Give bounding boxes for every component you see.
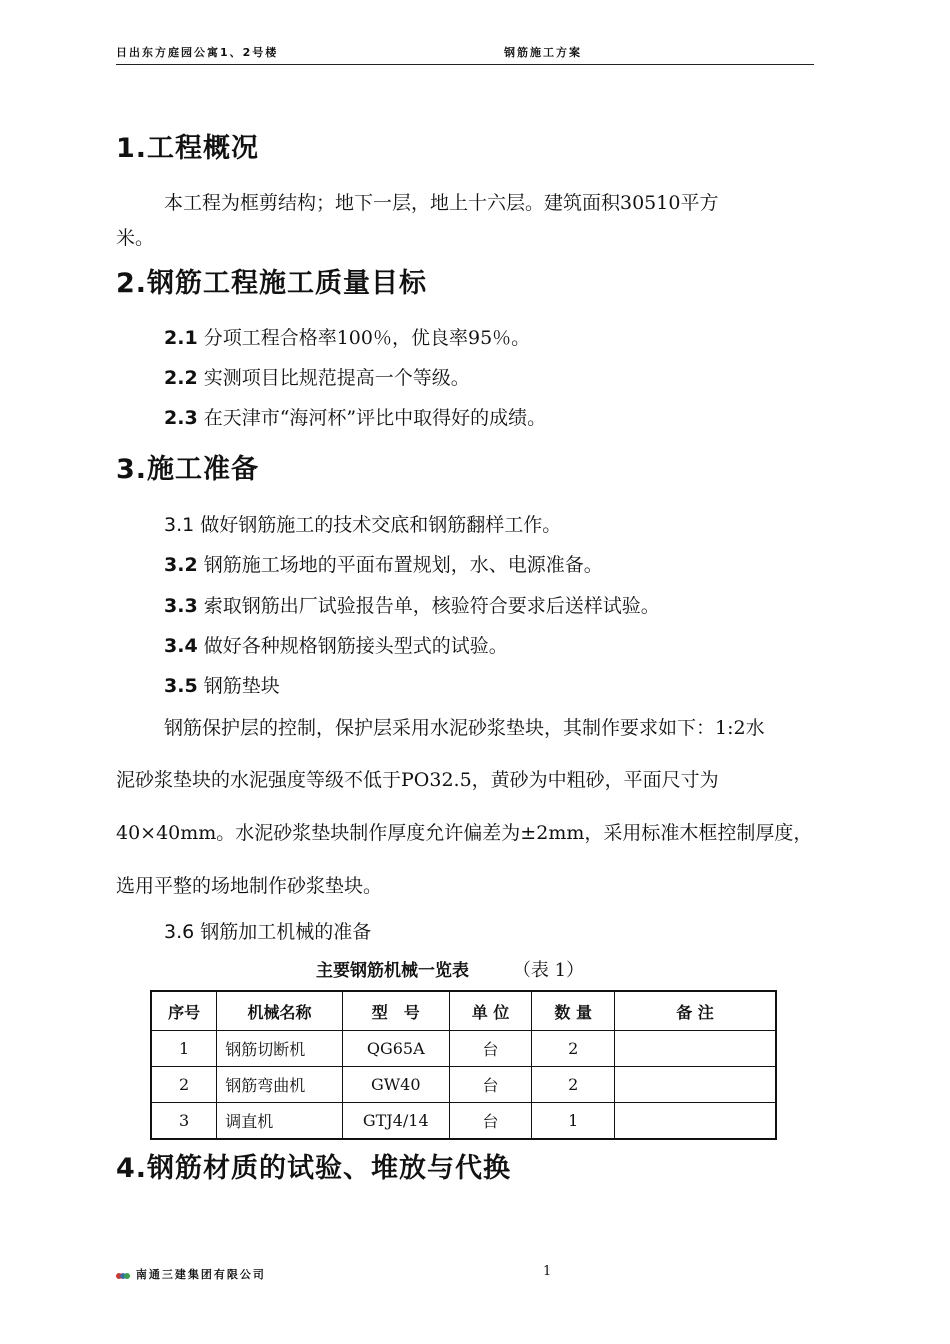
- cell-model: GTJ4/14: [342, 1103, 449, 1140]
- page-footer: [116, 1266, 266, 1282]
- section-1-line-1: 本工程为框剪结构；地下一层，地上十六层。建筑面积30510平方: [164, 192, 719, 214]
- prep-item-3-3: [164, 591, 660, 618]
- spacer-paragraph-line-1: 钢筋保护层的控制，保护层采用水泥砂浆垫块，其制作要求如下：1:2水: [164, 717, 765, 739]
- table-row: [151, 1031, 776, 1067]
- prep-item-text: 钢筋加工机械的准备: [200, 921, 372, 943]
- goal-item-text: 在天津市“海河杯”评比中取得好的成绩。: [203, 407, 547, 429]
- cell-model: QG65A: [342, 1031, 449, 1067]
- prep-item-number: 3.6: [164, 921, 195, 943]
- cell-unit: 台: [449, 1103, 532, 1140]
- cell-unit: 台: [449, 1067, 532, 1103]
- goal-item-number: 2.3: [164, 407, 198, 429]
- goal-item-number: 2.1: [164, 327, 198, 349]
- header-cell-quantity: 数 量: [532, 991, 615, 1031]
- prep-item-text: 做好各种规格钢筋接头型式的试验。: [203, 635, 508, 657]
- table-header-row: [151, 991, 776, 1031]
- prep-item-3-5: [164, 671, 280, 698]
- page-header: [116, 40, 814, 65]
- spacer-paragraph-line-3: 40×40mm。水泥砂浆垫块制作厚度允许偏差为±2mm，采用标准木框控制厚度，: [116, 822, 813, 844]
- goal-item-text: 分项工程合格率100％，优良率95％。: [203, 327, 531, 349]
- goal-item-2-3: [164, 403, 546, 430]
- cell-index: 3: [151, 1103, 217, 1140]
- cell-unit: 台: [449, 1031, 532, 1067]
- prep-item-number: 3.3: [164, 595, 198, 617]
- goal-item-2-2: [164, 363, 470, 390]
- table-number: （表 1）: [512, 960, 585, 981]
- header-cell-remarks: 备 注: [615, 991, 776, 1031]
- section-2-title: 2.钢筋工程施工质量目标: [116, 268, 428, 299]
- header-doc-title: 钢筋施工方案: [504, 46, 582, 59]
- table-caption-title: 主要钢筋机械一览表: [316, 961, 469, 981]
- section-4-title: 4.钢筋材质的试验、堆放与代换: [116, 1153, 512, 1184]
- spacer-paragraph-line-2: 泥砂浆垫块的水泥强度等级不低于PO32.5，黄砂为中粗砂，平面尺寸为: [116, 769, 719, 791]
- cell-model: GW40: [342, 1067, 449, 1103]
- header-cell-name: 机械名称: [217, 991, 343, 1031]
- cell-remarks: [615, 1031, 776, 1067]
- cell-quantity: 2: [532, 1067, 615, 1103]
- goal-item-2-1: [164, 323, 530, 350]
- cell-quantity: 2: [532, 1031, 615, 1067]
- cell-name: 调直机: [217, 1103, 343, 1140]
- goal-item-number: 2.2: [164, 367, 198, 389]
- cell-name: 钢筋弯曲机: [217, 1067, 343, 1103]
- prep-item-text: 钢筋垫块: [203, 675, 280, 697]
- prep-item-3-6: [164, 917, 371, 944]
- cell-quantity: 1: [532, 1103, 615, 1140]
- section-3-title: 3.施工准备: [116, 454, 260, 485]
- prep-item-number: 3.5: [164, 675, 198, 697]
- cell-remarks: [615, 1103, 776, 1140]
- table-caption: [316, 956, 584, 982]
- prep-item-text: 做好钢筋施工的技术交底和钢筋翻样工作。: [200, 514, 562, 536]
- prep-item-number: 3.4: [164, 635, 198, 657]
- prep-item-3-4: [164, 631, 508, 658]
- footer-company-name: 南通三建集团有限公司: [135, 1268, 266, 1281]
- page-number: 1: [543, 1264, 552, 1279]
- table-row: [151, 1067, 776, 1103]
- prep-item-number: 3.2: [164, 554, 198, 576]
- goal-item-text: 实测项目比规范提高一个等级。: [203, 367, 470, 389]
- header-cell-index: 序号: [151, 991, 217, 1031]
- cell-remarks: [615, 1067, 776, 1103]
- spacer-paragraph-line-4: 选用平整的场地制作砂浆垫块。: [116, 875, 383, 897]
- cell-name: 钢筋切断机: [217, 1031, 343, 1067]
- prep-item-3-2: [164, 550, 603, 577]
- prep-item-number: 3.1: [164, 514, 195, 536]
- section-1-line-2: 米。: [116, 227, 155, 249]
- machinery-table: [150, 990, 777, 1140]
- prep-item-3-1: [164, 510, 561, 537]
- cell-index: 1: [151, 1031, 217, 1067]
- company-logo-icon: [116, 1269, 128, 1282]
- header-cell-unit: 单 位: [449, 991, 532, 1031]
- prep-item-text: 钢筋施工场地的平面布置规划，水、电源准备。: [203, 554, 603, 576]
- header-cell-model: 型 号: [342, 991, 449, 1031]
- prep-item-text: 索取钢筋出厂试验报告单，核验符合要求后送样试验。: [203, 595, 660, 617]
- header-project-name: 日出东方庭园公寓1、2号楼: [116, 46, 279, 59]
- section-1-title: 1.工程概况: [116, 133, 260, 164]
- table-row: [151, 1103, 776, 1140]
- cell-index: 2: [151, 1067, 217, 1103]
